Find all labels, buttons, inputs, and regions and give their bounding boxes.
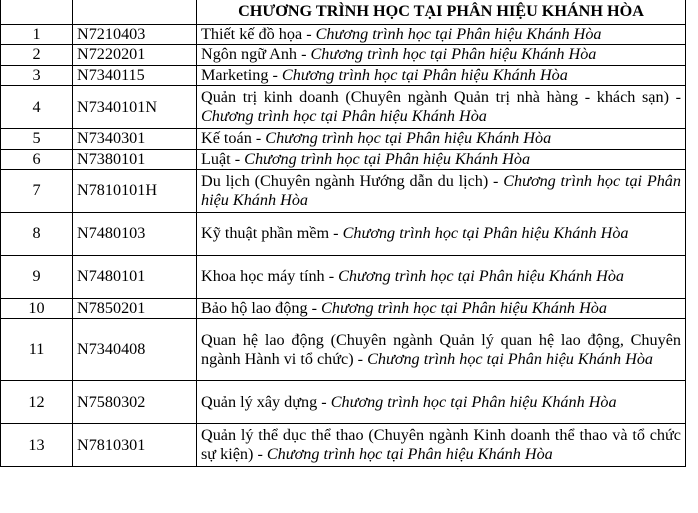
program-note: Chương trình học tại Phân hiệu Khánh Hòa — [201, 107, 487, 126]
program-name-cell: Ngôn ngữ Anh - Chương trình học tại Phân hiệu Khánh Hòa — [197, 45, 686, 65]
program-name: Kế toán — [201, 129, 252, 148]
table-row — [1, 170, 686, 213]
program-note: Chương trình học tại Phân hiệu Khánh Hòa — [338, 267, 625, 286]
row-number: 12 — [1, 381, 73, 424]
program-code: N7340115 — [73, 65, 197, 85]
table-row — [1, 25, 686, 45]
program-note: Chương trình học tại Phân hiệu Khánh Hòa — [321, 299, 607, 318]
table-header-title: CHƯƠNG TRÌNH HỌC TẠI PHÂN HIỆU KHÁNH HÒA — [197, 0, 686, 25]
row-number: 5 — [1, 129, 73, 149]
program-name: Quản trị kinh doanh (Chuyên ngành Quản trị nhà hàng - khách sạn) — [201, 87, 669, 106]
program-name-cell: Khoa học máy tính - Chương trình học tại Phân hiệu Khánh Hòa — [197, 256, 686, 299]
row-number: 9 — [1, 256, 73, 299]
program-note: Chương trình học tại Phân hiệu Khánh Hòa — [265, 129, 552, 148]
program-code: N7340301 — [73, 129, 197, 149]
program-note: Chương trình học tại Phân hiệu Khánh Hòa — [266, 445, 553, 464]
program-code: N7810301 — [73, 424, 197, 467]
program-name: Marketing — [201, 65, 269, 84]
program-name-cell: Quản lý thể dục thể thao (Chuyên ngành Kinh doanh thể thao và tổ chức sự kiện) - Chương trình học tại Phân hiệu Khánh Hòa — [197, 424, 686, 467]
program-code: N7480103 — [73, 213, 197, 256]
table-row — [1, 319, 686, 381]
header-blank-cell — [1, 0, 73, 25]
table-row — [1, 213, 686, 256]
table-row — [1, 65, 686, 85]
program-name: Luật — [201, 149, 231, 168]
program-code: N7580302 — [73, 381, 197, 424]
table-row — [1, 45, 686, 65]
program-name-cell: Bảo hộ lao động - Chương trình học tại Phân hiệu Khánh Hòa — [197, 299, 686, 319]
program-name: Bảo hộ lao động — [201, 299, 308, 318]
program-name: Kỹ thuật phần mềm — [201, 224, 330, 243]
program-name-cell: Marketing - Chương trình học tại Phân hiệu Khánh Hòa — [197, 65, 686, 85]
row-number: 7 — [1, 170, 73, 213]
row-number: 13 — [1, 424, 73, 467]
row-number: 1 — [1, 25, 73, 45]
program-note: Chương trình học tại Phân hiệu Khánh Hòa — [201, 171, 681, 210]
row-number: 2 — [1, 45, 73, 65]
program-code: N7380101 — [73, 149, 197, 169]
program-name: Thiết kế đồ họa — [201, 25, 303, 43]
program-note: Chương trình học tại Phân hiệu Khánh Hòa — [342, 224, 629, 243]
program-name: Quản lý xây dựng — [201, 392, 318, 411]
program-name: Khoa học máy tính — [201, 267, 325, 286]
program-name-cell: Luật - Chương trình học tại Phân hiệu Khánh Hòa — [197, 149, 686, 169]
row-number: 6 — [1, 149, 73, 169]
table-header-row — [1, 0, 686, 25]
program-code: N7340408 — [73, 319, 197, 381]
program-code: N7480101 — [73, 256, 197, 299]
table-row — [1, 381, 686, 424]
row-number: 4 — [1, 86, 73, 129]
program-name: Ngôn ngữ Anh — [201, 45, 298, 64]
program-name: Quản lý thể dục thể thao (Chuyên ngành Kinh doanh thể thao và tổ chức sự kiện) — [201, 426, 681, 464]
program-name-cell: Quản lý xây dựng - Chương trình học tại Phân hiệu Khánh Hòa — [197, 381, 686, 424]
program-code: N7220201 — [73, 45, 197, 65]
row-number: 8 — [1, 213, 73, 256]
program-name-cell: Kỹ thuật phần mềm - Chương trình học tại Phân hiệu Khánh Hòa — [197, 213, 686, 256]
program-name-cell: Quan hệ lao động (Chuyên ngành Quản lý quan hệ lao động, Chuyên ngành Hành vi tổ chức) - Chương trình học tại Phân hiệu Khánh Hòa — [197, 319, 686, 381]
program-note: Chương trình học tại Phân hiệu Khánh Hòa — [315, 25, 602, 43]
program-code: N7810101H — [73, 170, 197, 213]
row-number: 3 — [1, 65, 73, 85]
program-name: Quan hệ lao động (Chuyên ngành Quản lý quan hệ lao động, Chuyên ngành Hành vi tổ chức) — [201, 330, 681, 368]
table-row — [1, 299, 686, 319]
header-blank-cell — [73, 0, 197, 25]
program-note: Chương trình học tại Phân hiệu Khánh Hòa — [281, 65, 568, 84]
program-code: N7210403 — [73, 25, 197, 45]
table-row — [1, 256, 686, 299]
table-row — [1, 86, 686, 129]
program-name-cell: Kế toán - Chương trình học tại Phân hiệu Khánh Hòa — [197, 129, 686, 149]
program-code: N7850201 — [73, 299, 197, 319]
table-row — [1, 424, 686, 467]
program-note: Chương trình học tại Phân hiệu Khánh Hòa — [244, 149, 531, 168]
program-name-cell: Du lịch (Chuyên ngành Hướng dẫn du lịch) - Chương trình học tại Phân hiệu Khánh Hòa — [197, 170, 686, 213]
row-number: 10 — [1, 299, 73, 319]
program-note: Chương trình học tại Phân hiệu Khánh Hòa — [310, 45, 597, 64]
program-note: Chương trình học tại Phân hiệu Khánh Hòa — [330, 392, 617, 411]
row-number: 11 — [1, 319, 73, 381]
program-name-cell: Thiết kế đồ họa - Chương trình học tại Phân hiệu Khánh Hòa — [197, 25, 686, 45]
table-row — [1, 149, 686, 169]
program-code: N7340101N — [73, 86, 197, 129]
program-name: Du lịch (Chuyên ngành Hướng dẫn du lịch) — [201, 171, 489, 190]
program-name-cell: Quản trị kinh doanh (Chuyên ngành Quản trị nhà hàng - khách sạn) - Chương trình học tại Phân hiệu Khánh Hòa — [197, 86, 686, 129]
program-note: Chương trình học tại Phân hiệu Khánh Hòa — [367, 349, 654, 368]
table-row — [1, 129, 686, 149]
